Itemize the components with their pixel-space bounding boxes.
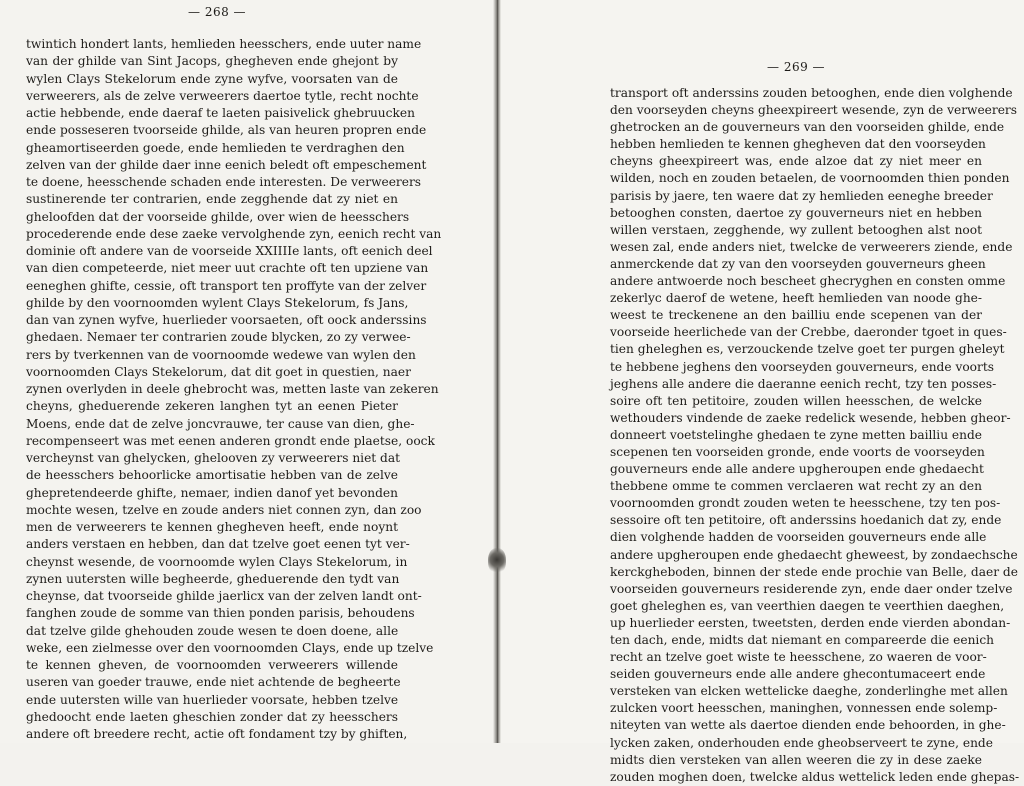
text-line: dien volghende hadden de voorseiden gouverneurs ende alle — [610, 530, 987, 545]
text-line: willen verstaen, zegghende, wy zullent betooghen alst noot — [610, 222, 982, 237]
text-line: weest te treckenene an den bailliu ende scepenen van der — [610, 308, 982, 323]
text-line: cheyns gheexpireert was, ende alzoe dat zy niet meer en — [610, 154, 982, 169]
text-line: recht an tzelve goet wiste te heesschene, zo waeren de voor- — [610, 650, 987, 665]
text-line: dat tzelve gilde ghehouden zoude wesen te doen doene, alle — [26, 623, 399, 638]
text-line: ten dach, ende, midts dat niemant en compareerde die eenich — [610, 633, 994, 647]
text-line: wesen zal, ende anders niet, twelcke de verweerers ziende, ende — [610, 239, 1013, 254]
text-line: lycken zaken, onderhouden ende gheobserveert te zyne, ende — [610, 735, 993, 750]
text-line: zelven van der ghilde daer inne eenich beledt oft empeschement — [26, 157, 427, 172]
text-line: ghetrocken an de gouverneurs van den voorseiden ghilde, ende — [610, 120, 1005, 135]
binding-clip-mark — [488, 548, 506, 574]
text-line: wilden, noch en zouden betaelen, de voornoomden thien ponden — [610, 171, 1010, 186]
text-line: voornoomden grondt zouden weten te heesschene, tzy ten pos- — [610, 496, 1001, 511]
text-line: sessoire oft ten petitoire, oft anderssins hoedanich dat zy, ende — [610, 513, 1002, 528]
text-line: parisis by jaere, ten waere dat zy hemlieden eeneghe breeder — [610, 188, 993, 203]
text-line: seiden gouverneurs ende alle andere ghecontumaceert ende — [610, 667, 986, 682]
book-gutter — [493, 0, 501, 743]
text-line: cheynst wesende, de voornoomde wylen Clays Stekelorum, in — [26, 554, 408, 569]
text-line: ghedoocht ende laeten gheschien zonder dat zy heesschers — [26, 709, 398, 724]
text-line: andere antwoerde noch bescheet ghecryghen en consten omme — [610, 274, 1006, 289]
text-line: soire oft ten petitoire, zouden willen heesschen, de welcke — [610, 393, 982, 408]
text-line: voorseide heerlichede van der Crebbe, daeronder tgoet in ques- — [610, 325, 1007, 340]
text-line: mochte wesen, tzelve en zoude anders niet connen zyn, dan zoo — [26, 502, 422, 517]
text-line: kerckgheboden, binnen der stede ende prochie van Belle, daer de — [610, 564, 1018, 579]
text-line: up huerlieder eersten, tweetsten, derden ende vierden abondan- — [610, 615, 1011, 630]
text-line: dominie oft andere van de voorseide XXIIIIe lants, oft eenich deel — [26, 244, 433, 258]
text-line: thebbene omme te commen verclaeren wat recht zy an den — [610, 479, 982, 494]
text-line: voorseiden gouverneurs residerende zyn, ende daer onder tzelve — [610, 581, 1013, 596]
text-line: weke, een zielmesse over den voornoomden Clays, ende up tzelve — [26, 640, 434, 655]
text-line: ende uutersten wille van huerlieder voorsate, hebben tzelve — [26, 692, 399, 707]
text-line: ende posseseren tvoorseide ghilde, als van heuren propren ende — [26, 123, 427, 138]
text-line: zekerlyc daerof de wetene, heeft hemlieden van noode ghe- — [610, 291, 982, 306]
text-line: useren van goeder trauwe, ende niet achtende de begheerte — [26, 675, 401, 690]
text-line: anmerckende dat zy van den voorseyden gouverneurs gheen — [610, 256, 986, 271]
text-line: Moens, ende dat de zelve joncvrauwe, ter cause van dien, ghe- — [26, 416, 415, 431]
text-line: transport oft anderssins zouden betooghen, ende dien volghende — [610, 86, 1013, 100]
page-number-left: — 268 — — [188, 5, 247, 19]
text-line: cheynse, dat tvoorseide ghilde jaerlicx van der zelven landt ont- — [26, 589, 422, 603]
text-line: hebben hemlieden te kennen ghegheven dat den voorseyden — [610, 137, 986, 152]
text-line: sustinerende ter contrarien, ende zegghende dat zy niet en — [26, 192, 398, 207]
text-line: eeneghen ghifte, cessie, oft transport ten proffyte van der zelver — [26, 278, 427, 293]
text-line: gheamortiseerden goede, ende hemlieden te verdraghen den — [26, 140, 405, 155]
text-line: tien gheleghen es, verzouckende tzelve goet ter purgen gheleyt — [610, 342, 1005, 357]
text-line: de heesschers behoorlicke amortisatie hebben van de zelve — [26, 468, 398, 483]
text-line: dan van zynen wyfve, huerlieder voorsaeten, oft oock anderssins — [26, 313, 427, 327]
text-line: te doene, heesschende schaden ende interesten. De verweerers — [26, 175, 422, 189]
text-line: te kennen gheven, de voornoomden verweerers willende — [26, 658, 398, 672]
text-line: jeghens alle andere die daeranne eenich recht, tzy ten posses- — [610, 376, 997, 391]
text-line: te hebbene jeghens den voorseyden gouverneurs, ende voorts — [610, 359, 994, 374]
text-line: andere upgheroupen ende ghedaecht gheweest, by zondaechsche — [610, 547, 1018, 562]
text-line: actie hebbende, ende daeraf te laeten paisivelick ghebruucken — [26, 106, 415, 120]
text-line: van dien competeerde, niet meer uut crachte oft ten upziene van — [26, 261, 429, 276]
text-line: zulcken voort heesschen, maninghen, vonnessen ende solemp- — [610, 701, 998, 716]
text-line: versteken van elcken wettelicke daeghe, zonderlinghe met allen — [610, 684, 1008, 699]
text-line: wylen Clays Stekelorum ende zyne wyfve, voorsaten van de — [26, 71, 398, 86]
right-page-body — [610, 85, 1020, 786]
text-line: anders verstaen en hebben, dan dat tzelve goet eenen tyt ver- — [26, 537, 410, 552]
left-page — [0, 0, 497, 743]
text-line: van der ghilde van Sint Jacops, ghegheven ende ghejont by — [26, 54, 398, 69]
text-line: donneert voetstelinghe ghedaen te zyne metten bailliu ende — [610, 427, 982, 442]
text-line: voornoomden Clays Stekelorum, dat dit goet in questien, naer — [26, 364, 411, 379]
text-line: zouden moghen doen, twelcke aldus wettelick leden ende ghepas- — [610, 769, 1020, 784]
text-line: cheyns, gheduerende zekeren langhen tyt an eenen Pieter — [26, 399, 398, 414]
text-line: zynen overlyden in deele ghebrocht was, metten laste van zekeren — [26, 382, 439, 396]
text-line: midts dien versteken van allen weeren die zy in dese zaeke — [610, 752, 982, 767]
text-line: procederende ende dese zaeke vervolghende zyn, eenich recht van — [26, 226, 442, 241]
text-line: verweerers, als de zelve verweerers daertoe tytle, recht nochte — [26, 88, 419, 103]
text-line: andere oft breedere recht, actie oft fondament tzy by ghiften, — [26, 727, 408, 741]
text-line: ghepretendeerde ghifte, nemaer, indien danof yet bevonden — [26, 485, 398, 500]
text-line: gouverneurs ende alle andere upgheroupen ende ghedaecht — [610, 462, 984, 477]
text-line: rers by tverkennen van de voornoomde wedewe van wylen den — [26, 347, 416, 362]
text-line: zynen uutersten wille begheerde, gheduerende den tydt van — [26, 571, 400, 586]
text-line: vercheynst van ghelycken, ghelooven zy verweerers niet dat — [26, 451, 401, 465]
page-number-right: — 269 — — [767, 60, 826, 74]
text-line: goet gheleghen es, van veerthien daegen te veerthien daeghen, — [610, 598, 1005, 613]
left-page-body — [26, 36, 442, 743]
text-line: ghilde by den voornoomden wylent Clays Stekelorum, fs Jans, — [26, 295, 409, 310]
text-line: niteyten van wette als daertoe dienden ende behoorden, in ghe- — [610, 718, 1006, 733]
text-line: recompenseert was met eenen anderen grondt ende plaetse, oock — [26, 433, 435, 448]
text-line: gheloofden dat der voorseide ghilde, over wien de heesschers — [26, 209, 410, 224]
right-page — [497, 0, 1024, 784]
text-line: fanghen zoude de somme van thien ponden parisis, behoudens — [26, 606, 415, 621]
text-line: scepenen ten voorseiden gronde, ende voorts de voorseyden — [610, 444, 985, 459]
text-line: den voorseyden cheyns gheexpireert wesende, zyn de verweerers — [610, 103, 1018, 118]
text-line: ghedaen. Nemaer ter contrarien zoude blycken, zo zy verwee- — [26, 330, 411, 345]
text-line: wethouders vindende de zaeke redelick wesende, hebben gheor- — [610, 410, 1011, 425]
text-line: men de verweerers te kennen ghegheven heeft, ende noynt — [26, 520, 398, 534]
text-line: betooghen consten, daertoe zy gouverneurs niet en hebben — [610, 205, 982, 220]
text-line: twintich hondert lants, hemlieden heesschers, ende uuter name — [26, 37, 422, 51]
